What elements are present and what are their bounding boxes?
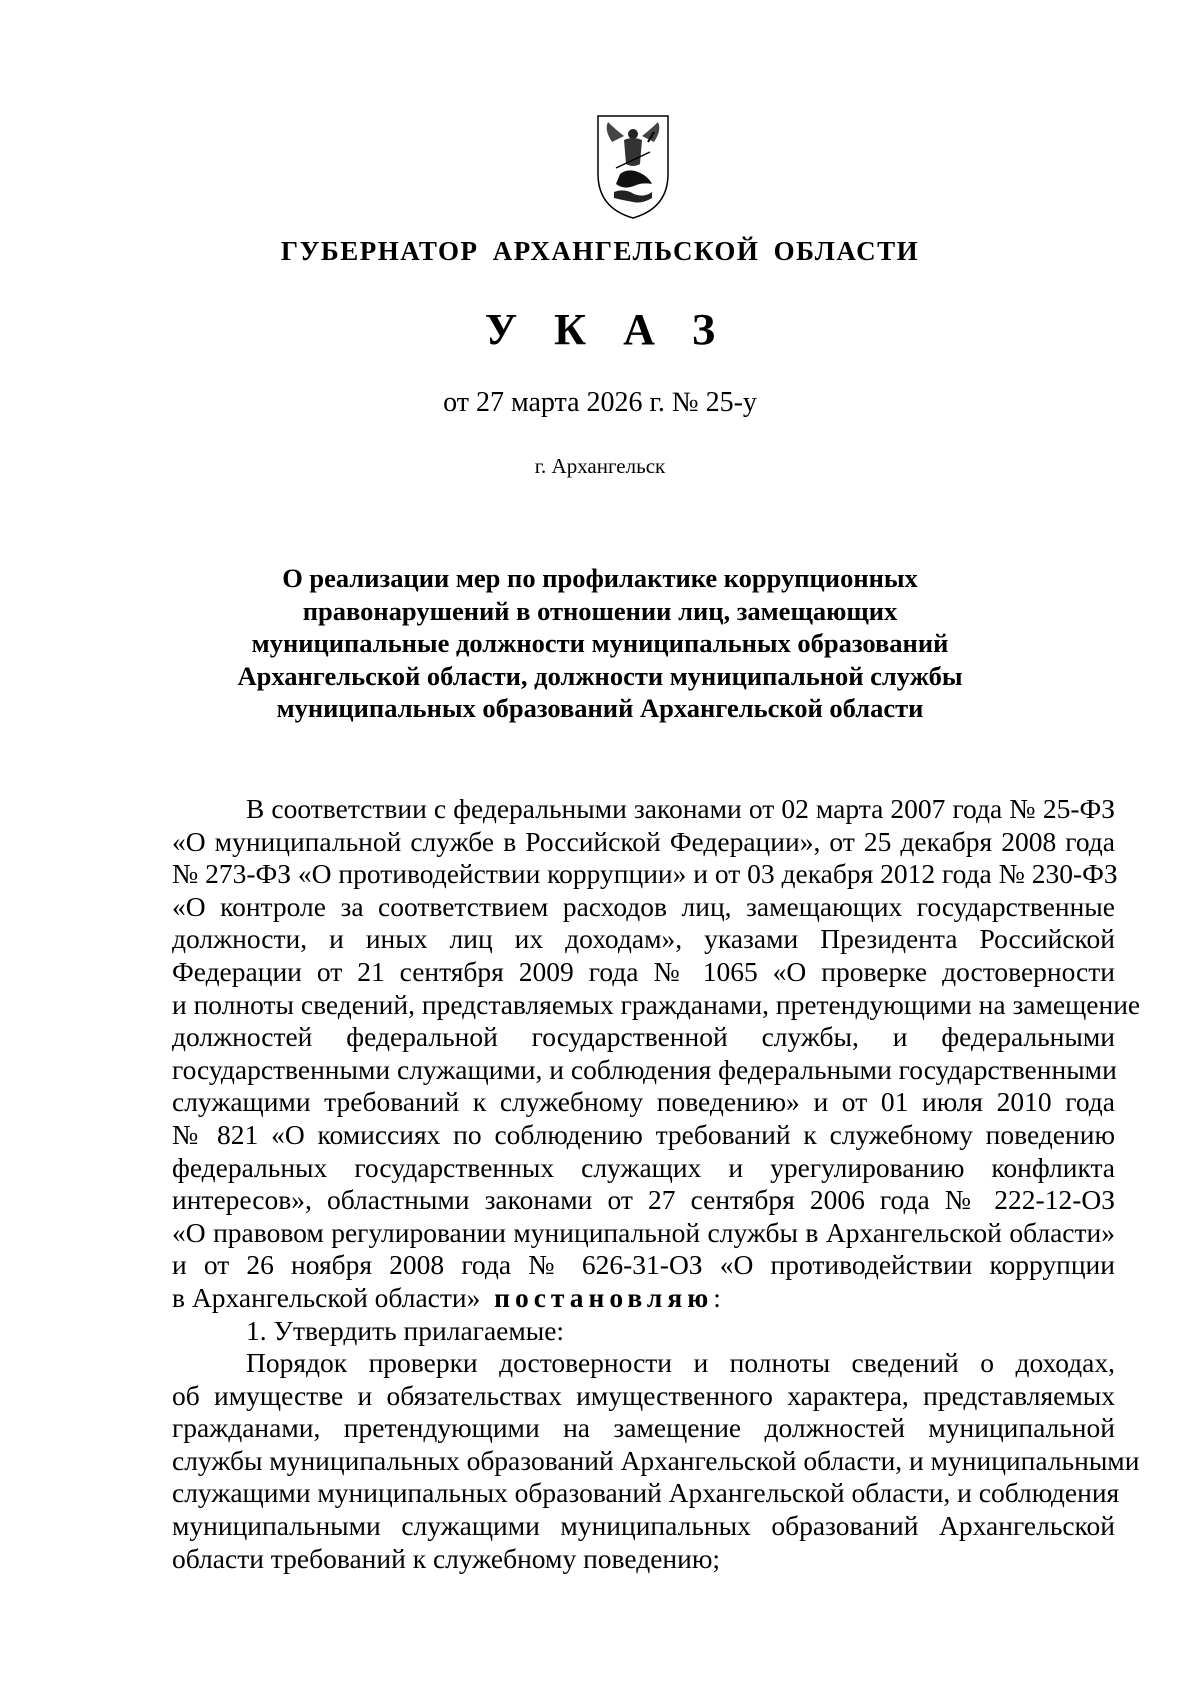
decree-clause-line [172, 1282, 1115, 1315]
body-line: и полноты сведений, представляемых гражданами, претендующими на замещение [172, 988, 1141, 1020]
document-type: У К А З [484, 305, 716, 354]
title-line: муниципальные должности муниципальных образований [251, 628, 949, 658]
body-line: «О контроле за соответствием расходов лиц, замещающих государственные [172, 890, 1115, 922]
title-line: Архангельской области, должности муниципальной службы [237, 660, 963, 691]
decree-clause-suffix: : [713, 1281, 721, 1313]
body-line: В соответствии с федеральными законами от 02 марта 2007 года № 25-ФЗ [246, 793, 1115, 824]
body-line: государственными служащими, и соблюдения федеральными государственными [172, 1053, 1117, 1085]
procedure-line: службы муниципальных образований Архангельской области, и муниципальными [172, 1444, 1140, 1476]
title-line: правонарушений в отношении лиц, замещающих [302, 595, 898, 626]
body-line: и от 26 ноября 2008 года № 626-31-ОЗ «О противодействии коррупции [172, 1249, 1115, 1281]
procedure-line: служащими муниципальных образований Архангельской области, и соблюдения [172, 1477, 1120, 1509]
body-line: «О муниципальной службе в Российской Федерации», от 25 декабря 2008 года [172, 825, 1115, 857]
decree-title [200, 562, 1000, 725]
procedure-line: муниципальными служащими муниципальных образований Архангельской [172, 1510, 1115, 1542]
body-line: федеральных государственных служащих и урегулированию конфликта [172, 1151, 1115, 1183]
decree-body [172, 793, 1141, 1575]
date-and-number: от 27 марта 2026 г. № 25-у [443, 387, 757, 418]
body-line: № 273-ФЗ «О противодействии коррупции» и от 03 декабря 2012 года № 230-ФЗ [172, 858, 1118, 890]
issuing-authority: ГУБЕРНАТОР АРХАНГЕЛЬСКОЙ ОБЛАСТИ [280, 236, 920, 266]
place-of-issue: г. Архангельск [534, 454, 666, 478]
item-1: 1. Утвердить прилагаемые: [246, 1314, 565, 1346]
procedure-line: об имуществе и обязательствах имущественного характера, представляемых [172, 1379, 1115, 1411]
body-line: Федерации от 21 сентября 2009 года № 1065 «О проверке достоверности [172, 955, 1115, 987]
body-line: должности, и иных лиц их доходам», указами Президента Российской [172, 923, 1115, 955]
archangel-coat-of-arms-icon [594, 112, 672, 222]
procedure-line: области требований к служебному поведению; [172, 1542, 721, 1574]
body-line: служащими требований к служебному поведению» и от 01 июля 2010 года [172, 1086, 1115, 1118]
body-line: интересов», областными законами от 27 сентября 2006 года № 222-12-ОЗ [172, 1184, 1115, 1216]
title-line: муниципальных образований Архангельской области [276, 693, 924, 723]
procedure-line: Порядок проверки достоверности и полноты сведений о доходах, [246, 1347, 1115, 1379]
body-line: № 821 «О комиссиях по соблюдению требований к служебному поведению [172, 1118, 1115, 1150]
decree-clause-prefix: в Архангельской области» [172, 1281, 481, 1313]
title-line: О реализации мер по профилактике коррупционных [282, 563, 918, 593]
body-line: должностей федеральной государственной службы, и федеральными [172, 1021, 1115, 1053]
decree-keyword: постановляю [494, 1281, 714, 1313]
body-line: «О правовом регулировании муниципальной службы в Архангельской области» [172, 1216, 1115, 1248]
procedure-line: гражданами, претендующими на замещение должностей муниципальной [172, 1412, 1115, 1444]
